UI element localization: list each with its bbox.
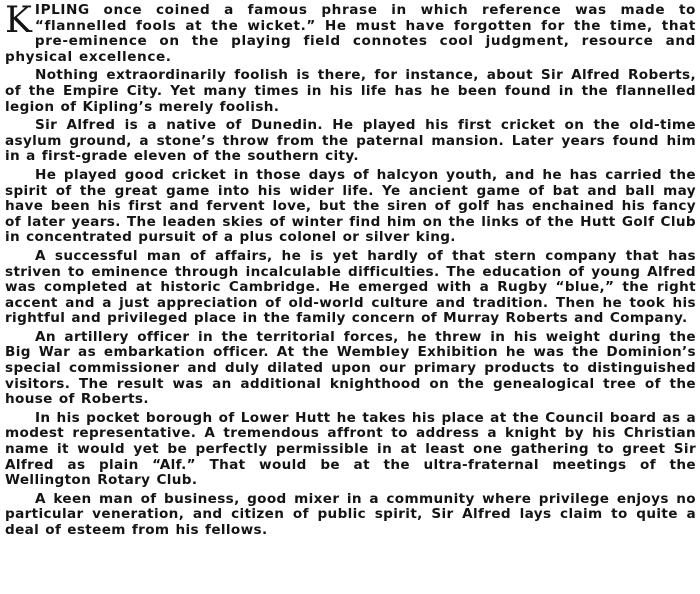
paragraph-5: A successful man of affairs, he is yet hardly of that stern company that has striven to eminence through incalculable difficulties. The education of young Alfred was completed at historic Cambridge. He emerged with a Rugby “blue,” the right accent and a just appreciation of old-world culture and tradition. Then he took his rightful and privileged place in the family concern of Murray Roberts and Company. (5, 247, 696, 327)
drop-cap: K (5, 0, 32, 41)
paragraph-1-text: IPLING once coined a famous phrase in which reference was made to “flannelled fools at the wicket.” He must have forgotten for the time, that pre-eminence on the playing field connotes cool judgment, resource and physical excellence. (5, 2, 696, 65)
paragraph-1 (5, 0, 696, 65)
paragraph-4: He played good cricket in those days of halcyon youth, and he has carried the spirit of the great game into his wider life. Ye ancient game of bat and ball may have been his first and fervent love, but the siren of golf has enchained his fancy of later years. The leaden skies of winter find him on the links of the Hutt Golf Club in concentrated pursuit of a plus colonel or silver king. (5, 166, 696, 246)
paragraph-6: An artillery officer in the territorial forces, he threw in his weight during the Big War as embarkation officer. At the Wembley Exhibition he was the Dominion’s special commissioner and duly dilated upon our primary products to distinguished visitors. The result was an additional knighthood on the genealogical tree of the house of Roberts. (5, 328, 696, 408)
paragraph-7: In his pocket borough of Lower Hutt he takes his place at the Council board as a modest representative. A tremendous affront to address a knight by his Christian name it would yet be perfectly permissible in at least one gathering to greet Sir Alfred as plain “Alf.” That would be at the ultra-fraternal meetings of the Wellington Rotary Club. (5, 409, 696, 489)
paragraph-3: Sir Alfred is a native of Dunedin. He played his first cricket on the old-time asylum ground, a stone’s throw from the paternal mansion. Later years found him in a first-grade eleven of the southern city. (5, 117, 696, 165)
paragraph-2: Nothing extraordinarily foolish is there, for instance, about Sir Alfred Roberts, of the Empire City. Yet many times in his life has he been found in the flannelled legion of Kipling’s merely foolish. (5, 67, 696, 115)
paragraph-8: A keen man of business, good mixer in a community where privilege enjoys no particular veneration, and citizen of public spirit, Sir Alfred lays claim to quite a deal of esteem from his fellows. (5, 490, 696, 538)
